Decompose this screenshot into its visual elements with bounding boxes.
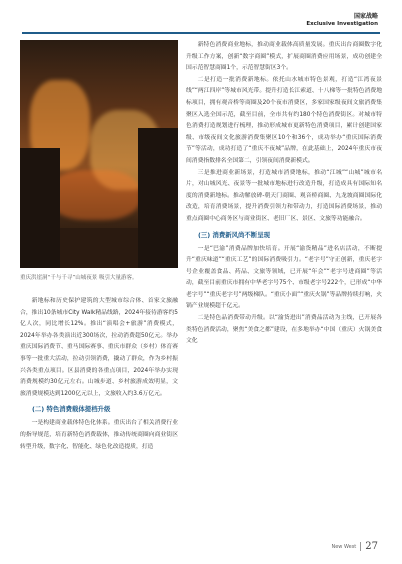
paragraph: 新特色消费商业地标，推动商业载体高质量发展。重庆出台商圈数字化升级工作方案，创新“数字商圈”模式，扩展商圈消费应用场景，成功创建全国示范智慧商圈1个，示范智慧街区3个。 — [186, 42, 382, 72]
page-number: 27 — [365, 541, 378, 552]
section-header — [306, 13, 378, 28]
paragraph: 三是推进商业新场景，打造城市消费地标，推动“江城”“山城”城市名片，对山城风光、夜景等一批城市地标进行改造升级，打造成具有国际知名度的消费新地标。推动解放碑-朝天门商圈、观音桥商圈、九龙坡商圈国际化改造，培育消费场景，提升消费引领力和带动力，打造国际消费场景，推动重点商圈中心商务区与商业街区、老旧厂区、景区、文旅等功能融合。 — [186, 169, 382, 222]
paragraph: 二是打造一批消费新地标。依托山水城市特色景观，打造“江湾夜景线”“两江四岸”等城市风光带。提升打造长江索道、十八梯等一批特色消费地标项目，拥有观音桥等商圈及20个夜市消费区，多家国家级夜间文旅消费集聚区入选全国示范，截至目前，全市共有约180个特色消费街区。对城市特色消费打造规划进行梳理，推动形成城市更新特色消费项目，累计创建国家级、市级夜间文化旅游消费集聚区10个和36个，成功举办“重庆国际消费节”等活动，成功打造了“重庆不夜城”品牌，在此基础上，2024年重庆市夜间消费指数排名全国第二，引领夜间消费新模式。 — [186, 76, 382, 164]
right-column — [186, 40, 382, 348]
paragraph: 一是构建商业载体特色化体系。重庆出台了相关消费行业的指导规范，培育新特色消费载体，推动传统商圈向商业街区转型升级，数字化、智能化、绿色化改造提质，打造 — [20, 420, 178, 450]
header-title-cn: 国家战略 — [353, 13, 378, 20]
header-rule — [22, 32, 380, 34]
section-heading: (二) 特色消费载体提档升级 — [32, 405, 111, 414]
chongqing-night-photo — [20, 40, 178, 268]
footer-divider — [360, 542, 361, 551]
left-column — [20, 296, 178, 453]
header-title-en: Exclusive Investigation — [306, 21, 378, 27]
paragraph: 新地标和历史保护建筑的大型城市综合体、首家文旅融合，推出10条城市City Walk精品线路，2024年接待游客约5亿人次，同比增长12%。推出“演唱会+旅游”消费模式，2024年举办各类演出近300场次，拉动消费超50亿元。举办重庆国际消费节、重马国际赛事、重庆市群众（乡村）体育赛事等一批重大活动，拉动引领消费，撬动了群众，作为乡村振兴各类重点项目。区县消费的各重点项目，2024年举办实现消费规模约30亿元左右。山城步道、乡村旅游成效明显，文旅消费规模达到1200亿元以上，文旅收入约3.6万亿元。 — [20, 298, 178, 397]
magazine-name: New West — [331, 543, 357, 550]
paragraph: 二是特色品消费带动升级。以“渝货进出”消费品活动为主线，已开展各类特色消费活动，聚焦“美食之都”建设，在多地举办“中国（重庆）火锅美食文化 — [186, 315, 382, 345]
page-footer — [331, 541, 378, 552]
paragraph: 一是“巴渝”消费品牌加快培育。开展“渝货精品”进名店活动，不断提升“重庆味道”“重庆工艺”的国际消费吸引力。“老字号”守正创新，重庆老字号企业覆盖食品、药品、文旅等领域，已开展“年会”“老字号进商圈”等活动，截至目前重庆市拥有中华老字号75个、市级老字号222个，已形成“中华老字号”“重庆老字号”两级梯队。“重庆小面”“重庆火锅”等品牌持续打响，火锅产业规模超千亿元。 — [186, 245, 382, 310]
section-heading: (三) 消费新风尚不断呈现 — [198, 230, 270, 239]
photo-caption: 重庆洪崖洞“千与千寻”山城夜景 吸引大量游客。 — [20, 275, 138, 281]
